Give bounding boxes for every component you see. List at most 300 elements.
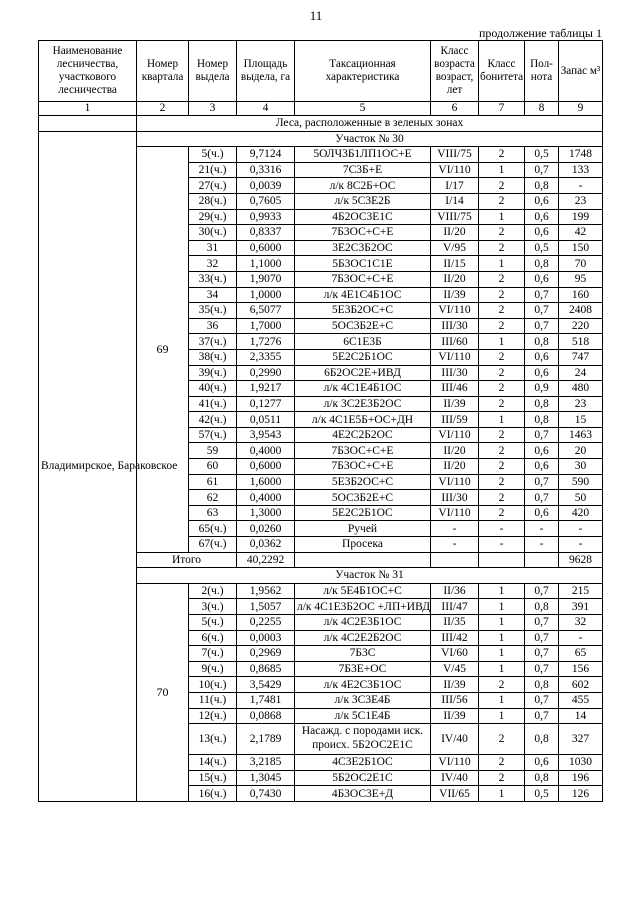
age-class: II/20 xyxy=(431,271,479,287)
allotment-number: 37(ч.) xyxy=(189,334,237,350)
allotment-number: 39(ч.) xyxy=(189,365,237,381)
site-class: 2 xyxy=(479,303,525,319)
taxation: Насажд. с породами иск. происх. 5Б2ОС2Е1С xyxy=(295,724,431,755)
age-class: VIII/75 xyxy=(431,147,479,163)
area: 0,6000 xyxy=(237,459,295,475)
density: 0,6 xyxy=(525,505,559,521)
empty-cell xyxy=(525,552,559,568)
site-class: 2 xyxy=(479,474,525,490)
density: 0,8 xyxy=(525,178,559,194)
area: 0,3316 xyxy=(237,162,295,178)
taxation: 3Е2С3Б2ОС xyxy=(295,240,431,256)
site-class: 1 xyxy=(479,583,525,599)
age-class: VIII/75 xyxy=(431,209,479,225)
density: 0,8 xyxy=(525,412,559,428)
age-class: III/56 xyxy=(431,692,479,708)
allotment-number: 27(ч.) xyxy=(189,178,237,194)
stock: 32 xyxy=(559,615,603,631)
site-class: 2 xyxy=(479,724,525,755)
taxation: 5Е3Б2ОС+С xyxy=(295,303,431,319)
allotment-number: 2(ч.) xyxy=(189,583,237,599)
allotment-number: 38(ч.) xyxy=(189,349,237,365)
density: 0,5 xyxy=(525,786,559,802)
age-class: II/20 xyxy=(431,225,479,241)
area: 0,7605 xyxy=(237,193,295,209)
allotment-number: 62 xyxy=(189,490,237,506)
forest-inventory-table xyxy=(38,40,603,802)
column-number: 4 xyxy=(237,102,295,116)
allotment-number: 21(ч.) xyxy=(189,162,237,178)
density: 0,7 xyxy=(525,583,559,599)
age-class: III/46 xyxy=(431,381,479,397)
density: 0,6 xyxy=(525,225,559,241)
site-class: 2 xyxy=(479,505,525,521)
density: 0,8 xyxy=(525,396,559,412)
allotment-number: 34 xyxy=(189,287,237,303)
taxation: 5ОЛЧ3Б1ЛП1ОС+Е xyxy=(295,147,431,163)
site-class: - xyxy=(479,521,525,537)
quarter-number: 69 xyxy=(137,147,189,552)
taxation: л/к 4С1Е3Б2ОС +ЛП+ИВД xyxy=(295,599,431,615)
quarter-number: 70 xyxy=(137,583,189,801)
stock: 1463 xyxy=(559,427,603,443)
site-class: 1 xyxy=(479,708,525,724)
allotment-number: 32 xyxy=(189,256,237,272)
section-title: Участок № 30 xyxy=(137,131,603,147)
allotment-number: 29(ч.) xyxy=(189,209,237,225)
area: 0,0039 xyxy=(237,178,295,194)
site-class: 2 xyxy=(479,443,525,459)
empty-cell xyxy=(295,552,431,568)
stock: 1030 xyxy=(559,755,603,771)
taxation: 6С1Е3Б xyxy=(295,334,431,350)
age-class: II/39 xyxy=(431,396,479,412)
empty-cell xyxy=(431,552,479,568)
header-cell: Номер выдела xyxy=(189,41,237,102)
stock: 70 xyxy=(559,256,603,272)
site-class: 1 xyxy=(479,630,525,646)
density: 0,6 xyxy=(525,271,559,287)
stock: 24 xyxy=(559,365,603,381)
stock: 2408 xyxy=(559,303,603,319)
taxation: 7Б3С xyxy=(295,646,431,662)
header-cell: Класс бонитета xyxy=(479,41,525,102)
site-class: 2 xyxy=(479,271,525,287)
stock: 518 xyxy=(559,334,603,350)
taxation: л/к 5С3Е2Б xyxy=(295,193,431,209)
age-class: III/30 xyxy=(431,365,479,381)
stock: 20 xyxy=(559,443,603,459)
allotment-number: 30(ч.) xyxy=(189,225,237,241)
stock: 23 xyxy=(559,396,603,412)
area: 1,3000 xyxy=(237,505,295,521)
area: 2,3355 xyxy=(237,349,295,365)
taxation: 7Б3ОС+С+Е xyxy=(295,225,431,241)
density: 0,8 xyxy=(525,334,559,350)
stock: 14 xyxy=(559,708,603,724)
taxation: 4С3Е2Б1ОС xyxy=(295,755,431,771)
area: 1,7276 xyxy=(237,334,295,350)
density: 0,6 xyxy=(525,209,559,225)
area: 0,8685 xyxy=(237,661,295,677)
site-class: 1 xyxy=(479,162,525,178)
site-class: 1 xyxy=(479,209,525,225)
taxation: Просека xyxy=(295,537,431,553)
taxation: 4Е2С2Б2ОС xyxy=(295,427,431,443)
stock: 590 xyxy=(559,474,603,490)
density: 0,8 xyxy=(525,770,559,786)
area: 3,9543 xyxy=(237,427,295,443)
area: 0,2255 xyxy=(237,615,295,631)
area: 0,2990 xyxy=(237,365,295,381)
site-class: 2 xyxy=(479,349,525,365)
area: 0,0362 xyxy=(237,537,295,553)
allotment-number: 40(ч.) xyxy=(189,381,237,397)
forest-title: Леса, расположенные в зеленых зонах xyxy=(137,116,603,132)
stock: - xyxy=(559,630,603,646)
density: - xyxy=(525,521,559,537)
stock: 480 xyxy=(559,381,603,397)
site-class: 2 xyxy=(479,381,525,397)
site-class: 2 xyxy=(479,396,525,412)
area: 1,9070 xyxy=(237,271,295,287)
stock: 160 xyxy=(559,287,603,303)
column-number: 8 xyxy=(525,102,559,116)
age-class: - xyxy=(431,521,479,537)
site-class: 2 xyxy=(479,287,525,303)
area: 0,4000 xyxy=(237,490,295,506)
density: 0,5 xyxy=(525,240,559,256)
area: 6,5077 xyxy=(237,303,295,319)
stock: 126 xyxy=(559,786,603,802)
taxation: л/к 4С1Е4Б1ОС xyxy=(295,381,431,397)
age-class: III/30 xyxy=(431,318,479,334)
stock: 391 xyxy=(559,599,603,615)
header-cell: Наименование лесничества, участкового лесничества xyxy=(39,41,137,102)
stock: 1748 xyxy=(559,147,603,163)
area: 1,9217 xyxy=(237,381,295,397)
stock: 15 xyxy=(559,412,603,428)
stock: 95 xyxy=(559,271,603,287)
density: 0,6 xyxy=(525,193,559,209)
density: 0,7 xyxy=(525,162,559,178)
site-class: 2 xyxy=(479,365,525,381)
column-number: 3 xyxy=(189,102,237,116)
header-cell: Площадь выдела, га xyxy=(237,41,295,102)
area: 0,7430 xyxy=(237,786,295,802)
density: 0,8 xyxy=(525,256,559,272)
stock: - xyxy=(559,521,603,537)
area: 3,5429 xyxy=(237,677,295,693)
site-class: 2 xyxy=(479,193,525,209)
area: 0,9933 xyxy=(237,209,295,225)
age-class: IV/40 xyxy=(431,770,479,786)
header-cell: Пол-нота xyxy=(525,41,559,102)
area: 1,9562 xyxy=(237,583,295,599)
age-class: II/20 xyxy=(431,443,479,459)
area: 9,7124 xyxy=(237,147,295,163)
density: 0,7 xyxy=(525,474,559,490)
allotment-number: 61 xyxy=(189,474,237,490)
density: 0,7 xyxy=(525,427,559,443)
taxation: 7Б3Е+ОС xyxy=(295,661,431,677)
age-class: I/14 xyxy=(431,193,479,209)
taxation: л/к 4Е2С3Б1ОС xyxy=(295,677,431,693)
column-number: 1 xyxy=(39,102,137,116)
age-class: III/60 xyxy=(431,334,479,350)
allotment-number: 41(ч.) xyxy=(189,396,237,412)
stock: 150 xyxy=(559,240,603,256)
taxation: 5ОС3Б2Е+С xyxy=(295,490,431,506)
taxation: 4Б2ОС3Е1С xyxy=(295,209,431,225)
allotment-number: 35(ч.) xyxy=(189,303,237,319)
allotment-number: 7(ч.) xyxy=(189,646,237,662)
density: 0,7 xyxy=(525,287,559,303)
allotment-number: 12(ч.) xyxy=(189,708,237,724)
age-class: VI/110 xyxy=(431,427,479,443)
stock: 23 xyxy=(559,193,603,209)
taxation: л/к 4С1Е5Б+ОС+ДН xyxy=(295,412,431,428)
allotment-number: 11(ч.) xyxy=(189,692,237,708)
site-class: 2 xyxy=(479,318,525,334)
stock: 420 xyxy=(559,505,603,521)
site-class: 1 xyxy=(479,256,525,272)
forestry-title-spacer xyxy=(39,116,137,132)
allotment-number: 63 xyxy=(189,505,237,521)
taxation: л/к 4С2Е2Б2ОС xyxy=(295,630,431,646)
column-number-row xyxy=(39,102,603,116)
stock: 196 xyxy=(559,770,603,786)
density: 0,6 xyxy=(525,365,559,381)
forest-title-row xyxy=(39,116,603,132)
page-number: 11 xyxy=(309,8,323,23)
density: 0,7 xyxy=(525,303,559,319)
allotment-number: 9(ч.) xyxy=(189,661,237,677)
site-class: 2 xyxy=(479,677,525,693)
site-class: 2 xyxy=(479,240,525,256)
stock: 30 xyxy=(559,459,603,475)
density: 0,7 xyxy=(525,692,559,708)
age-class: VI/60 xyxy=(431,646,479,662)
age-class: VI/110 xyxy=(431,303,479,319)
age-class: II/20 xyxy=(431,459,479,475)
taxation: л/к 8С2Б+ОС xyxy=(295,178,431,194)
allotment-number: 60 xyxy=(189,459,237,475)
column-number: 9 xyxy=(559,102,603,116)
age-class: III/42 xyxy=(431,630,479,646)
site-class: 1 xyxy=(479,692,525,708)
site-class: 2 xyxy=(479,459,525,475)
site-class: 1 xyxy=(479,334,525,350)
allotment-number: 13(ч.) xyxy=(189,724,237,755)
age-class: II/39 xyxy=(431,287,479,303)
area: 1,0000 xyxy=(237,287,295,303)
site-class: 2 xyxy=(479,178,525,194)
stock: 747 xyxy=(559,349,603,365)
site-class: 1 xyxy=(479,599,525,615)
column-number: 5 xyxy=(295,102,431,116)
age-class: II/39 xyxy=(431,708,479,724)
taxation: 5Е2С2Б1ОС xyxy=(295,505,431,521)
forestry-name: Владимирское, Бараковское xyxy=(39,131,137,801)
allotment-number: 14(ч.) xyxy=(189,755,237,771)
site-class: 2 xyxy=(479,755,525,771)
taxation: 5ОС3Б2Е+С xyxy=(295,318,431,334)
age-class: VI/110 xyxy=(431,755,479,771)
age-class: V/45 xyxy=(431,661,479,677)
site-class: 1 xyxy=(479,661,525,677)
taxation: 7Б3ОС+С+Е xyxy=(295,459,431,475)
age-class: VI/110 xyxy=(431,349,479,365)
allotment-number: 65(ч.) xyxy=(189,521,237,537)
area: 1,5057 xyxy=(237,599,295,615)
density: 0,6 xyxy=(525,755,559,771)
allotment-number: 6(ч.) xyxy=(189,630,237,646)
site-class: 1 xyxy=(479,412,525,428)
age-class: VI/110 xyxy=(431,505,479,521)
continuation-note: продолжение таблицы 1 xyxy=(478,26,602,40)
area: 0,0260 xyxy=(237,521,295,537)
header-row xyxy=(39,41,603,102)
allotment-number: 31 xyxy=(189,240,237,256)
stock: 215 xyxy=(559,583,603,599)
area: 3,2185 xyxy=(237,755,295,771)
site-class: 2 xyxy=(479,147,525,163)
area: 1,7000 xyxy=(237,318,295,334)
column-number: 6 xyxy=(431,102,479,116)
density: 0,8 xyxy=(525,724,559,755)
area: 0,0003 xyxy=(237,630,295,646)
age-class: - xyxy=(431,537,479,553)
total-area: 40,2292 xyxy=(237,552,295,568)
area: 0,8337 xyxy=(237,225,295,241)
area: 0,4000 xyxy=(237,443,295,459)
density: 0,7 xyxy=(525,318,559,334)
header-cell: Класс возраста возраст, лет xyxy=(431,41,479,102)
taxation: л/к 4С2Е3Б1ОС xyxy=(295,615,431,631)
allotment-number: 16(ч.) xyxy=(189,786,237,802)
density: 0,7 xyxy=(525,615,559,631)
age-class: II/36 xyxy=(431,583,479,599)
area: 0,2969 xyxy=(237,646,295,662)
total-label: Итого xyxy=(137,552,237,568)
allotment-number: 5(ч.) xyxy=(189,615,237,631)
taxation: л/к 4Е1С4Б1ОС xyxy=(295,287,431,303)
stock: 455 xyxy=(559,692,603,708)
stock: 133 xyxy=(559,162,603,178)
area: 1,6000 xyxy=(237,474,295,490)
section-title-row xyxy=(39,131,603,147)
stock: 42 xyxy=(559,225,603,241)
area: 1,7481 xyxy=(237,692,295,708)
taxation: 5Е3Б2ОС+С xyxy=(295,474,431,490)
site-class: 1 xyxy=(479,646,525,662)
allotment-number: 67(ч.) xyxy=(189,537,237,553)
density: 0,7 xyxy=(525,630,559,646)
allotment-number: 59 xyxy=(189,443,237,459)
area: 1,3045 xyxy=(237,770,295,786)
allotment-number: 33(ч.) xyxy=(189,271,237,287)
age-class: V/95 xyxy=(431,240,479,256)
allotment-number: 57(ч.) xyxy=(189,427,237,443)
section-title: Участок № 31 xyxy=(137,568,603,584)
taxation: 5Б2ОС2Е1С xyxy=(295,770,431,786)
site-class: 2 xyxy=(479,225,525,241)
density: 0,7 xyxy=(525,708,559,724)
taxation: л/к 3С3Е4Б xyxy=(295,692,431,708)
allotment-number: 10(ч.) xyxy=(189,677,237,693)
header-cell: Запас м³ xyxy=(559,41,603,102)
stock: 220 xyxy=(559,318,603,334)
age-class: III/30 xyxy=(431,490,479,506)
site-class: 2 xyxy=(479,770,525,786)
age-class: III/47 xyxy=(431,599,479,615)
density: 0,8 xyxy=(525,677,559,693)
allotment-number: 3(ч.) xyxy=(189,599,237,615)
allotment-number: 36 xyxy=(189,318,237,334)
age-class: II/39 xyxy=(431,677,479,693)
age-class: II/35 xyxy=(431,615,479,631)
area: 0,6000 xyxy=(237,240,295,256)
density: 0,6 xyxy=(525,349,559,365)
taxation: л/к 3С2Е3Б2ОС xyxy=(295,396,431,412)
stock: 602 xyxy=(559,677,603,693)
taxation: Ручей xyxy=(295,521,431,537)
area: 1,1000 xyxy=(237,256,295,272)
taxation: 4Б3ОС3Е+Д xyxy=(295,786,431,802)
stock: 199 xyxy=(559,209,603,225)
age-class: III/59 xyxy=(431,412,479,428)
header-cell: Таксационная характеристика xyxy=(295,41,431,102)
allotment-number: 42(ч.) xyxy=(189,412,237,428)
taxation: 6Б2ОС2Е+ИВД xyxy=(295,365,431,381)
allotment-number: 28(ч.) xyxy=(189,193,237,209)
density: 0,6 xyxy=(525,443,559,459)
site-class: 2 xyxy=(479,427,525,443)
taxation: л/к 5Е4Б1ОС+С xyxy=(295,583,431,599)
age-class: I/17 xyxy=(431,178,479,194)
area: 2,1789 xyxy=(237,724,295,755)
density: 0,6 xyxy=(525,459,559,475)
header-cell: Номер квартала xyxy=(137,41,189,102)
allotment-number: 15(ч.) xyxy=(189,770,237,786)
age-class: VII/65 xyxy=(431,786,479,802)
column-number: 2 xyxy=(137,102,189,116)
taxation: 7Б3ОС+С+Е xyxy=(295,271,431,287)
stock: - xyxy=(559,537,603,553)
density: 0,7 xyxy=(525,646,559,662)
taxation: 7С3Б+Е xyxy=(295,162,431,178)
stock: 156 xyxy=(559,661,603,677)
density: 0,7 xyxy=(525,661,559,677)
age-class: II/15 xyxy=(431,256,479,272)
stock: 50 xyxy=(559,490,603,506)
area: 0,0511 xyxy=(237,412,295,428)
stock: 327 xyxy=(559,724,603,755)
area: 0,1277 xyxy=(237,396,295,412)
density: 0,5 xyxy=(525,147,559,163)
density: - xyxy=(525,537,559,553)
empty-cell xyxy=(479,552,525,568)
age-class: IV/40 xyxy=(431,724,479,755)
age-class: VI/110 xyxy=(431,474,479,490)
age-class: VI/110 xyxy=(431,162,479,178)
allotment-number: 5(ч.) xyxy=(189,147,237,163)
density: 0,9 xyxy=(525,381,559,397)
site-class: 1 xyxy=(479,786,525,802)
taxation: 5Б3ОС1С1Е xyxy=(295,256,431,272)
column-number: 7 xyxy=(479,102,525,116)
